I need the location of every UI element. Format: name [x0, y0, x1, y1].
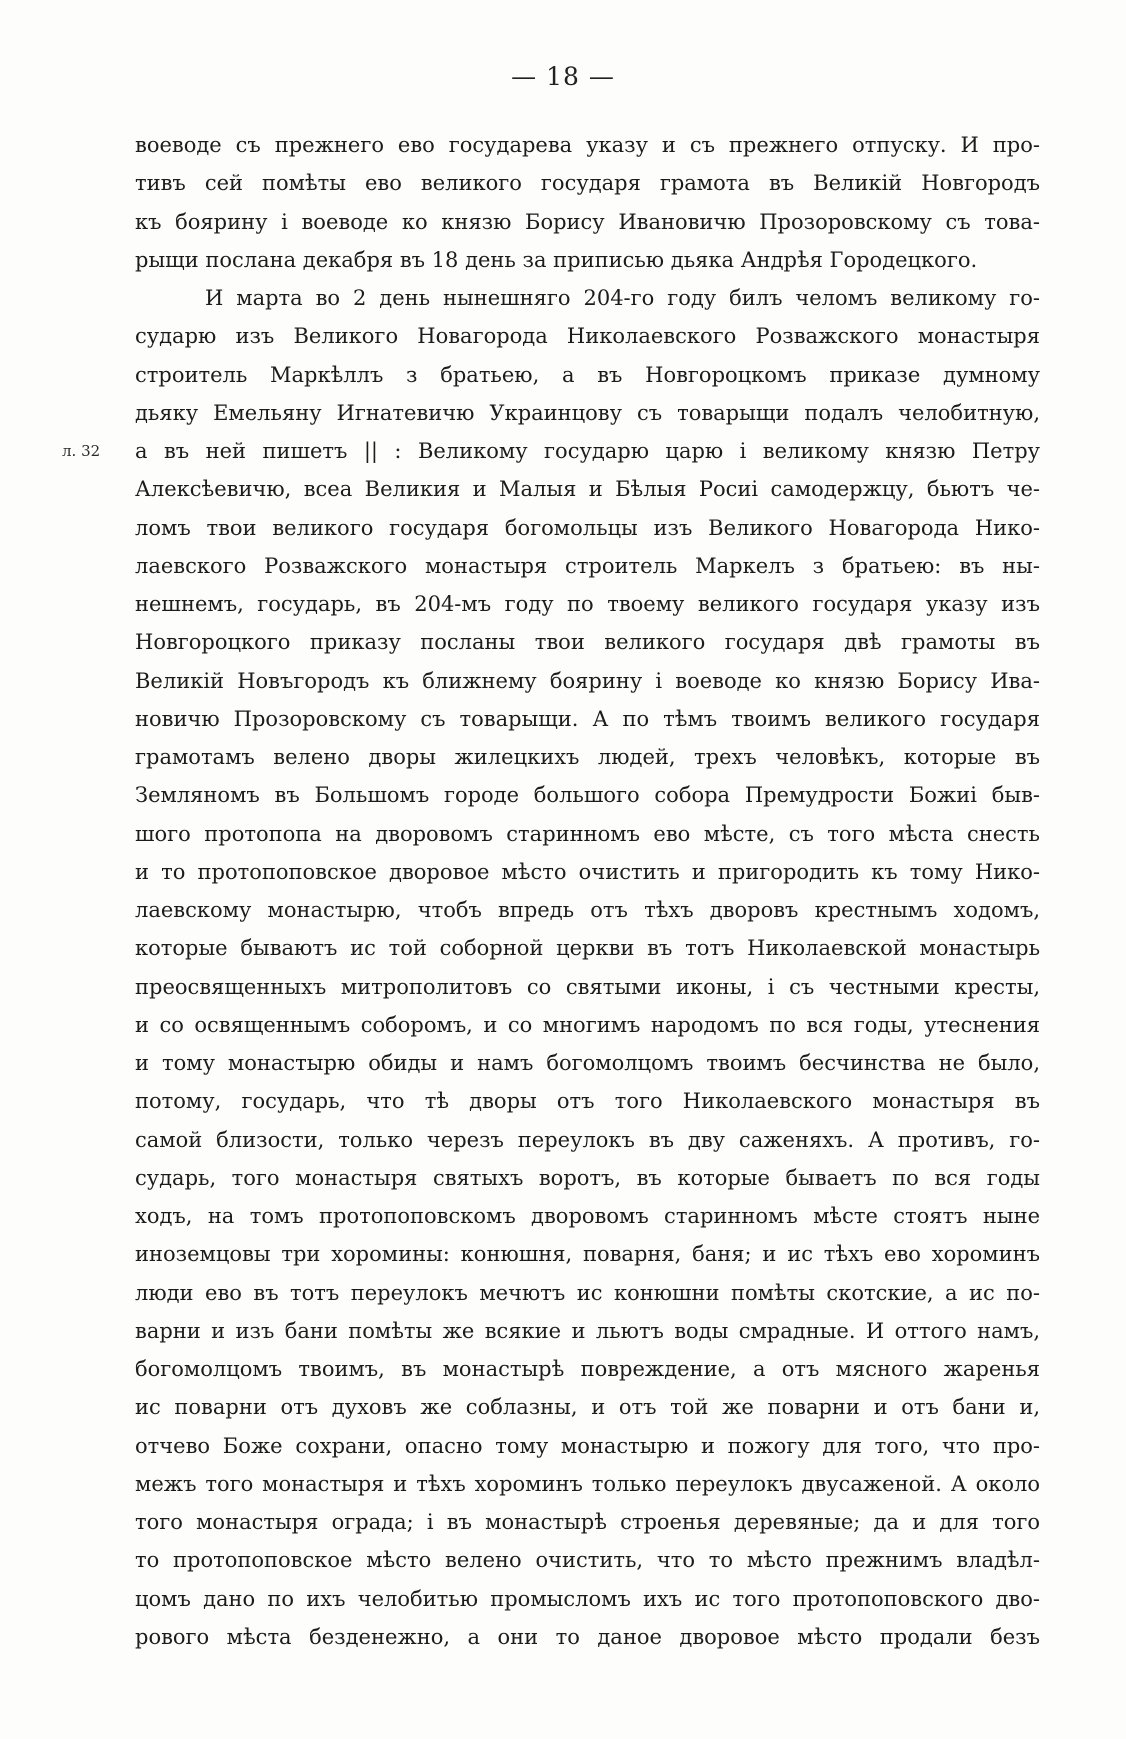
text-line: лаевскому монастырю, чтобъ впредь отъ тѣхъ дворовъ крестнымъ ходомъ, [135, 898, 1040, 922]
text-line: самой близости, только черезъ переулокъ въ дву саженяхъ. А противъ, го- [135, 1127, 1040, 1152]
text-line: шого протопопа на дворовомъ старинномъ ево мѣсте, съ того мѣста снесть [135, 821, 1040, 846]
text-line: межъ того монастыря и тѣхъ хороминъ только переулокъ двусаженой. А около [135, 1471, 1040, 1496]
text-line: новичю Прозоровскому съ товарыщи. А по тѣмъ твоимъ великого государя [135, 706, 1040, 731]
text-line: Алексѣевичю, всеа Великия и Малыя и Бѣлыя Росиі самодержцу, бьютъ че- [135, 477, 1040, 502]
text-line: Великій Новъгородъ къ ближнему боярину і воеводе ко князю Борису Ива- [135, 668, 1040, 693]
text-line: варни и изъ бани помѣты же всякие и льютъ воды смрадные. И оттого намъ, [135, 1318, 1040, 1343]
text-line: дьяку Емельяну Игнатевичю Украинцову съ товарыщи подалъ челобитную, [135, 400, 1040, 425]
text-line: богомолцомъ твоимъ, въ монастырѣ повреждение, а отъ мясного жаренья [135, 1357, 1040, 1381]
text-line: ис поварни отъ духовъ же соблазны, и отъ той же поварни и отъ бани и, [135, 1395, 1040, 1420]
text-line: цомъ дано по ихъ челобитью промысломъ ихъ ис того протопоповского дво- [135, 1586, 1040, 1611]
text-line: преосвященныхъ митрополитовъ со святыми иконы, і съ честными кресты, [135, 974, 1040, 999]
text-line: нешнемъ, государь, въ 204-мъ году по твоему великого государя указу изъ [135, 592, 1040, 616]
text-line: къ боярину і воеводе ко князю Борису Ивановичю Прозоровскому съ това- [135, 209, 1040, 234]
margin-note: л. 32 [62, 442, 101, 460]
text-line: иноземцовы три хоромины: конюшня, поварня, баня; и ис тѣхъ ево хороминъ [135, 1242, 1040, 1267]
text-line: и то протопоповское дворовое мѣсто очистить и пригородить къ тому Нико- [135, 859, 1040, 884]
text-line: воеводе съ прежнего ево государева указу и съ прежнего отпуску. И про- [135, 133, 1040, 157]
text-line: И марта во 2 день нынешняго 204-го году билъ челомъ великому го- [205, 286, 1040, 310]
text-line: а въ ней пишетъ || : Великому государю царю і великому князю Петру [135, 439, 1040, 463]
text-line: то протопоповское мѣсто велено очистить, что то мѣсто прежнимъ владѣл- [135, 1548, 1040, 1573]
text-line: отчево Боже сохрани, опасно тому монастырю и пожогу для того, что про- [135, 1433, 1040, 1458]
text-line: сударю изъ Великого Новагорода Николаевского Розважского монастыря [135, 324, 1040, 349]
text-line: рыщи послана декабря въ 18 день за приписью дьяка Андрѣя Городецкого. [135, 247, 978, 272]
text-line: Новгороцкого приказу посланы твои великого государя двѣ грамоты въ [135, 630, 1040, 655]
text-line: строитель Маркѣллъ з братьею, а въ Новгороцкомъ приказе думному [135, 362, 1040, 387]
text-line: тивъ сей помѣты ево великого государя грамота въ Великій Новгородъ [135, 171, 1040, 196]
page-number: — 18 — [511, 62, 615, 91]
text-line: лаевского Розважского монастыря строитель Маркелъ з братьею: въ ны- [135, 553, 1040, 578]
text-line: ломъ твои великого государя богомольцы изъ Великого Новагорода Нико- [135, 515, 1040, 540]
text-line: и со освященнымъ соборомъ, и со многимъ народомъ по вся годы, утеснения [135, 1012, 1040, 1037]
text-line: ходъ, на томъ протопоповскомъ дворовомъ старинномъ мѣсте стоятъ ныне [135, 1204, 1040, 1228]
text-line: потому, государь, что тѣ дворы отъ того Николаевского монастыря въ [135, 1089, 1040, 1114]
text-line: сударь, того монастыря святыхъ воротъ, въ которые бываетъ по вся годы [135, 1165, 1040, 1190]
text-line: того монастыря ограда; і въ монастырѣ строенья деревяные; да и для того [135, 1510, 1040, 1534]
text-line: люди ево въ тотъ переулокъ мечютъ ис конюшни помѣты скотские, а ис по- [135, 1280, 1040, 1305]
text-line: и тому монастырю обиды и намъ богомолцомъ твоимъ бесчинства не было, [135, 1051, 1040, 1075]
text-line: грамотамъ велено дворы жилецкихъ людей, трехъ человѣкъ, которые въ [135, 745, 1040, 769]
text-line: рового мѣста безденежно, а они то даное дворовое мѣсто продали безъ [135, 1624, 1040, 1649]
text-line: Земляномъ въ Большомъ городе большого собора Премудрости Божиі быв- [135, 783, 1040, 808]
body-text [135, 126, 1040, 1656]
text-line: которые бываютъ ис той соборной церкви въ тотъ Николаевской монастырь [135, 936, 1040, 961]
